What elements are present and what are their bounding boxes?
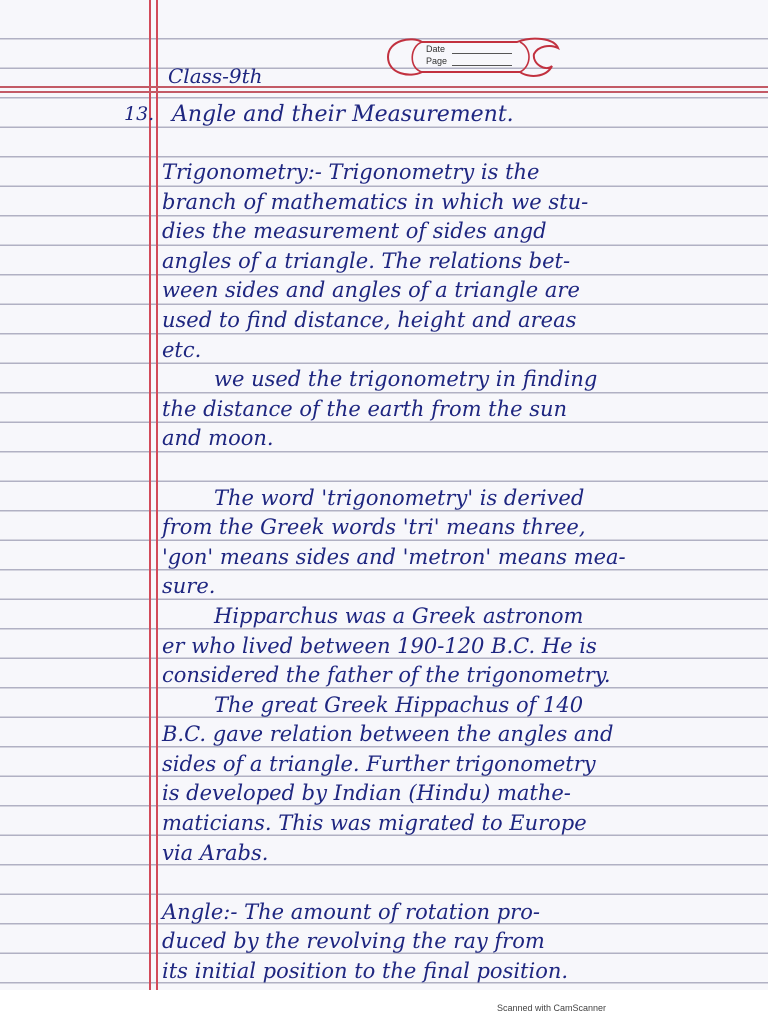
- note-line: angles of a triangle. The relations bet-: [162, 248, 571, 273]
- note-line: er who lived between 190-120 B.C. He is: [162, 633, 597, 658]
- chapter-title: Angle and their Measurement.: [172, 102, 514, 127]
- note-line: Hipparchus was a Greek astronom: [214, 603, 584, 628]
- note-line: The word 'trigonometry' is derived: [214, 485, 585, 510]
- note-line: branch of mathematics in which we stu-: [162, 189, 589, 214]
- note-line: B.C. gave relation between the angles and: [162, 722, 614, 747]
- note-line: from the Greek words 'tri' means three,: [162, 515, 586, 540]
- margin-line-left: [149, 0, 151, 990]
- note-line: 'gon' means sides and 'metron' means mea-: [162, 544, 626, 569]
- note-line: maticians. This was migrated to Europe: [162, 811, 587, 836]
- date-label: Date: [426, 44, 446, 54]
- note-line: is developed by Indian (Hindu) mathe-: [162, 781, 571, 806]
- note-line: we used the trigonometry in finding: [214, 367, 598, 392]
- note-line: [162, 868, 757, 898]
- note-line: The great Greek Hippachus of 140: [214, 692, 584, 717]
- note-body: [162, 158, 757, 987]
- page-label: Page: [426, 56, 448, 66]
- date-underline: [452, 53, 512, 54]
- note-line: considered the father of the trigonometry.: [162, 663, 611, 688]
- note-line: sure.: [162, 574, 216, 599]
- note-line: the distance of the earth from the sun: [162, 396, 568, 421]
- margin-line-right: [156, 0, 158, 990]
- note-line: its initial position to the final position.: [162, 959, 569, 984]
- scanner-footer: Scanned with CamScanner: [497, 1003, 607, 1013]
- chapter-number: 13.: [124, 103, 155, 125]
- note-line: Trigonometry:- Trigonometry is the: [162, 160, 540, 184]
- note-line: ween sides and angles of a triangle are: [162, 278, 580, 303]
- note-line: via Arabs.: [162, 840, 269, 865]
- note-line: dies the measurement of sides angd: [162, 219, 547, 244]
- note-line: etc.: [162, 337, 202, 362]
- note-line: duced by the revolving the ray from: [162, 929, 545, 954]
- note-line: used to find distance, height and areas: [162, 307, 577, 332]
- note-line: Angle:- The amount of rotation pro-: [162, 899, 540, 924]
- note-line: sides of a triangle. Further trigonometry: [162, 751, 596, 776]
- class-label: Class-9th: [168, 64, 263, 88]
- note-line: and moon.: [162, 426, 274, 451]
- note-line: [162, 454, 757, 484]
